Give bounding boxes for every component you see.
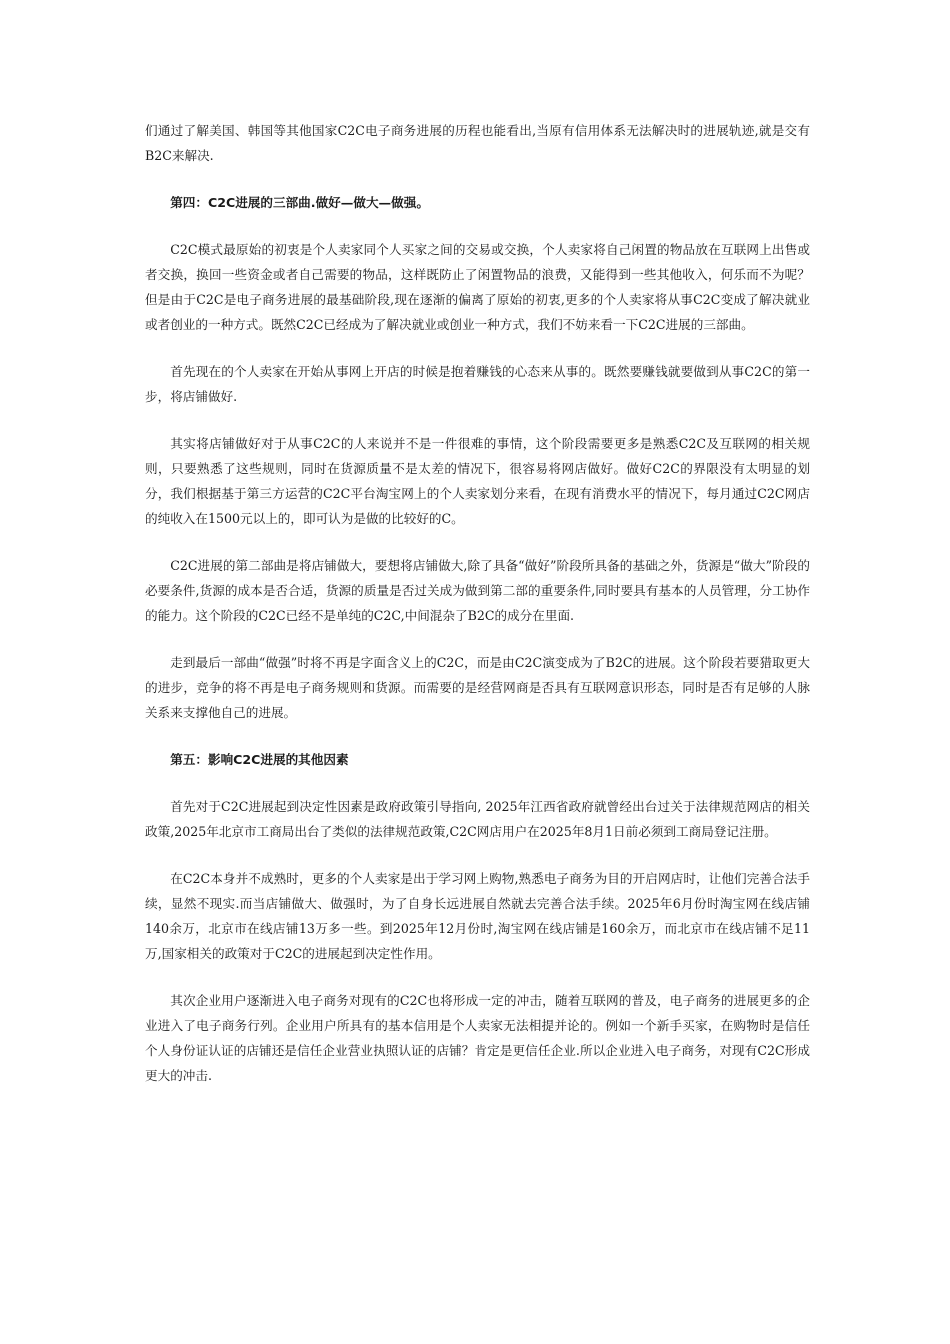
paragraph: C2C模式最原始的初衷是个人卖家同个人买家之间的交易或交换，个人卖家将自己闲置的物品放在互联网上出售或者交换，换回一些资金或者自己需要的物品，这样既防止了闲置物品的浪费，又能得到一些其他收入，何乐而不为呢？但是由于C2C是电子商务进展的最基础阶段,现在逐渐的偏离了原始的初衷,更多的个人卖家将从事C2C变成了解决就业或者创业的一种方式。既然C2C已经成为了解决就业或创业一种方式，我们不妨来看一下C2C进展的三部曲。 — [145, 242, 810, 332]
paragraph: 其次企业用户逐渐进入电子商务对现有的C2C也将形成一定的冲击，随着互联网的普及，电子商务的进展更多的企业进入了电子商务行列。企业用户所具有的基本信用是个人卖家无法相提并论的。例如一个新手买家，在购物时是信任个人身份证认证的店铺还是信任企业营业执照认证的店铺？肯定是更信任企业.所以企业进入电子商务，对现有C2C形成更大的冲击. — [145, 993, 810, 1083]
paragraph: C2C进展的第二部曲是将店铺做大，要想将店铺做大,除了具备“做好”阶段所具备的基础之外，货源是“做大”阶段的必要条件,货源的成本是否合适，货源的质量是否过关成为做到第二部的重要条件,同时要具有基本的人员管理，分工协作的能力。这个阶段的C2C已经不是单纯的C2C,中间混杂了B2C的成分在里面. — [145, 558, 810, 623]
paragraph: 首先对于C2C进展起到决定性因素是政府政策引导指向, 2025年江西省政府就曾经出台过关于法律规范网店的相关政策,2025年北京市工商局出台了类似的法律规范政策,C2C网店用户在2025年8月1日前必须到工商局登记注册。 — [145, 799, 810, 839]
paragraph: 走到最后一部曲“做强”时将不再是字面含义上的C2C，而是由C2C演变成为了B2C的进展。这个阶段若要猎取更大的进步，竞争的将不再是电子商务规则和货源。而需要的是经营网商是否具有互联网意识形态，同时是否有足够的人脉关系来支撑他自己的进展。 — [145, 655, 810, 720]
paragraph: 首先现在的个人卖家在开始从事网上开店的时候是抱着赚钱的心态来从事的。既然要赚钱就要做到从事C2C的第一步，将店铺做好. — [145, 364, 810, 404]
document-page — [145, 118, 810, 1110]
section-heading-five: 第五：影响C2C进展的其他因素 — [170, 752, 349, 767]
paragraph: 其实将店铺做好对于从事C2C的人来说并不是一件很难的事情，这个阶段需要更多是熟悉C2C及互联网的相关规则，只要熟悉了这些规则，同时在货源质量不是太差的情况下，很容易将网店做好。做好C2C的界限没有太明显的划分，我们根据基于第三方运营的C2C平台淘宝网上的个人卖家划分来看，在现有消费水平的情况下，每月通过C2C网店的纯收入在1500元以上的，即可认为是做的比较好的C。 — [145, 436, 810, 526]
paragraph: 在C2C本身并不成熟时，更多的个人卖家是出于学习网上购物,熟悉电子商务为目的开启网店时，让他们完善合法手续，显然不现实.而当店铺做大、做强时，为了自身长远进展自然就去完善合法手续。2025年6月份时淘宝网在线店铺140余万，北京市在线店铺13万多一些。到2025年12月份时,淘宝网在线店铺是160余万，而北京市在线店铺不足11万,国家相关的政策对于C2C的进展起到决定性作用。 — [145, 871, 810, 961]
paragraph-continuation: 们通过了解美国、韩国等其他国家C2C电子商务进展的历程也能看出,当原有信用体系无法解决时的进展轨迹,就是交有B2C来解决. — [145, 123, 810, 163]
section-heading-four: 第四：C2C进展的三部曲.做好—做大—做强。 — [170, 195, 429, 210]
